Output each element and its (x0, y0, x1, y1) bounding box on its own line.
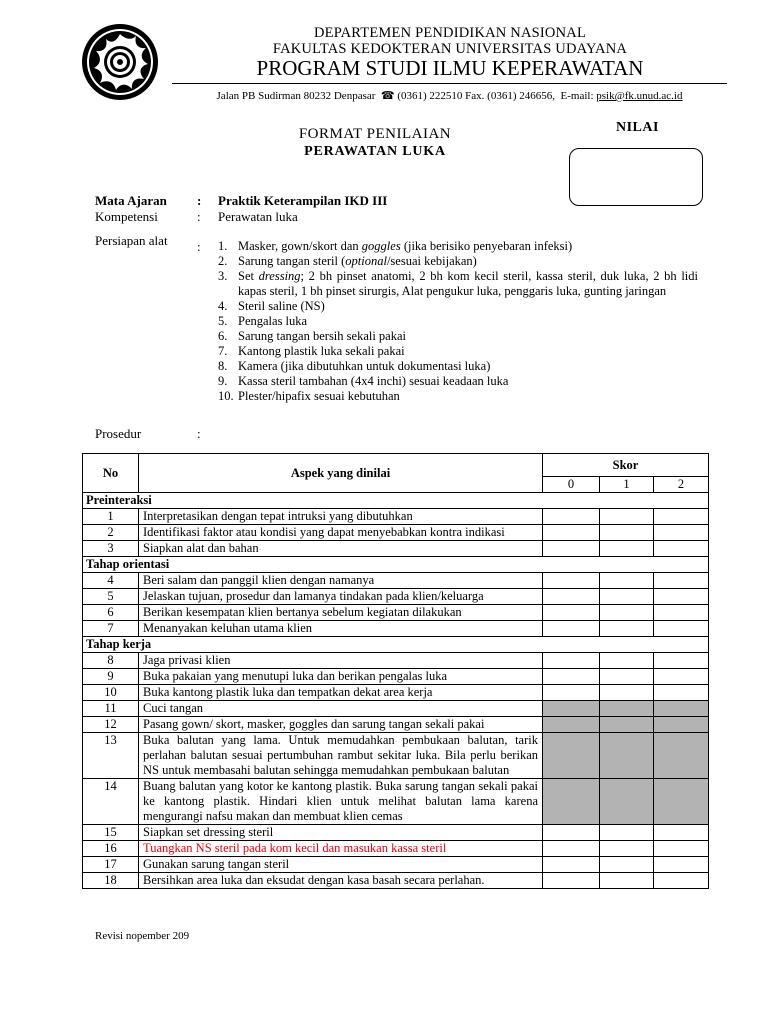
tool-number: 1. (218, 239, 228, 253)
score-cell-1[interactable] (600, 669, 654, 685)
row-number: 2 (83, 525, 139, 541)
tool-item (218, 314, 698, 329)
aspect-text: Beri salam dan panggil klien dengan namanya (139, 573, 543, 589)
nilai-label: NILAI (616, 120, 659, 135)
email-link[interactable]: psik@fk.unud.ac.id (596, 90, 683, 102)
col-skor-header: Skor (543, 454, 709, 477)
row-number: 12 (83, 717, 139, 733)
table-row (83, 825, 709, 841)
table-row (83, 873, 709, 889)
header-divider (172, 83, 727, 84)
score-cell-1[interactable] (600, 685, 654, 701)
tool-text: Pengalas luka (238, 314, 308, 328)
section-row (83, 637, 709, 653)
score-cell-2[interactable] (654, 509, 709, 525)
col-no-header: No (83, 454, 139, 493)
tool-item (218, 299, 698, 314)
aspect-text: Buang balutan yang kotor ke kantong plastik. Buka sarung tangan sekali pakai ke kantong plastik. Hindari klien untuk melihat balutan lama karena mengurangi nafsu makan dan membuat klien cemas (139, 779, 543, 825)
tool-text-italic: optional (345, 254, 387, 268)
score-cell-1[interactable] (600, 857, 654, 873)
score-cell-1[interactable] (600, 841, 654, 857)
score-cell-1[interactable] (600, 701, 654, 717)
aspect-text: Jelaskan tujuan, prosedur dan lamanya tindakan pada klien/keluarga (139, 589, 543, 605)
table-row (83, 541, 709, 557)
aspect-text: Tuangkan NS steril pada kom kecil dan masukan kassa steril (139, 841, 543, 857)
score-cell-0[interactable] (543, 857, 600, 873)
tool-text: Steril saline (NS) (238, 299, 325, 313)
score-cell-0[interactable] (543, 669, 600, 685)
row-number: 18 (83, 873, 139, 889)
row-number: 6 (83, 605, 139, 621)
phone-text: (0361) 222510 Fax. (0361) 246656, (397, 90, 556, 102)
assessment-table (82, 453, 709, 889)
score-cell-1[interactable] (600, 873, 654, 889)
tool-item (218, 374, 698, 389)
table-row (83, 857, 709, 873)
row-number: 4 (83, 573, 139, 589)
table-row (83, 685, 709, 701)
score-cell-2[interactable] (654, 669, 709, 685)
address-text: Jalan PB Sudirman 80232 Denpasar (216, 90, 376, 102)
section-row (83, 493, 709, 509)
kompetensi-value: Perawatan luka (218, 209, 298, 224)
tool-item (218, 359, 698, 374)
score-cell-0[interactable] (543, 605, 600, 621)
tool-number: 6. (218, 329, 228, 343)
tool-list (218, 239, 698, 404)
col-aspek-header: Aspek yang dinilai (139, 454, 543, 493)
aspect-text: Buka kantong plastik luka dan tempatkan dekat area kerja (139, 685, 543, 701)
score-cell-1[interactable] (600, 733, 654, 779)
section-title: Tahap kerja (83, 637, 709, 653)
score-cell-2[interactable] (654, 779, 709, 825)
tool-text: Sarung tangan bersih sekali pakai (238, 329, 407, 343)
row-number: 14 (83, 779, 139, 825)
tool-text: /sesuai kebijakan) (386, 254, 477, 268)
colon: : (197, 209, 201, 224)
row-number: 13 (83, 733, 139, 779)
university-seal-icon (80, 22, 160, 102)
tool-text: Kamera (jika dibutuhkan untuk dokumentasi luka) (238, 359, 491, 373)
tool-number: 4. (218, 299, 228, 313)
score-cell-0[interactable] (543, 685, 600, 701)
aspect-text: Interpretasikan dengan tepat intruksi yang dibutuhkan (139, 509, 543, 525)
revision-note: Revisi nopember 209 (95, 930, 190, 942)
score-cell-0[interactable] (543, 509, 600, 525)
aspect-text: Buka balutan yang lama. Untuk memudahkan pembukaan balutan, tarik perlahan balutan sesuai pertumbuhan rambut sekitar luka. Bila perlu berikan NS untuk membasahi balutan sehingga memudahkan pembukaan balutan (139, 733, 543, 779)
email-label: E-mail: (560, 90, 594, 102)
aspect-text: Jaga privasi klien (139, 653, 543, 669)
score-cell-0[interactable] (543, 779, 600, 825)
aspect-text: Siapkan alat dan bahan (139, 541, 543, 557)
aspect-text: Cuci tangan (139, 701, 543, 717)
tool-number: 3. (218, 269, 228, 283)
tool-text: Sarung tangan steril ( (238, 254, 346, 268)
score-cell-1[interactable] (600, 509, 654, 525)
table-row (83, 509, 709, 525)
table-row (83, 573, 709, 589)
score-cell-0[interactable] (543, 733, 600, 779)
row-number: 5 (83, 589, 139, 605)
aspect-text: Identifikasi faktor atau kondisi yang dapat menyebabkan kontra indikasi (139, 525, 543, 541)
skor-0-header: 0 (543, 477, 600, 493)
score-cell-2[interactable] (654, 589, 709, 605)
colon: : (197, 426, 201, 441)
score-cell-0[interactable] (543, 717, 600, 733)
section-row (83, 557, 709, 573)
table-row (83, 589, 709, 605)
score-cell-0[interactable] (543, 621, 600, 637)
kompetensi-label: Kompetensi (95, 209, 158, 224)
tool-text: Masker, gown/skort dan (238, 239, 362, 253)
table-row (83, 621, 709, 637)
tool-item (218, 344, 698, 359)
score-cell-1[interactable] (600, 717, 654, 733)
colon: : (197, 193, 202, 208)
header-address-line (172, 89, 727, 102)
aspect-text: Bersihkan area luka dan eksudat dengan kasa basah secara perlahan. (139, 873, 543, 889)
skor-1-header: 1 (600, 477, 654, 493)
tool-number: 9. (218, 374, 228, 388)
persiapan-alat-label: Persiapan alat (95, 233, 168, 248)
score-cell-2[interactable] (654, 605, 709, 621)
score-cell-2[interactable] (654, 825, 709, 841)
score-cell-0[interactable] (543, 541, 600, 557)
score-cell-0[interactable] (543, 573, 600, 589)
score-cell-1[interactable] (600, 621, 654, 637)
score-cell-1[interactable] (600, 525, 654, 541)
tool-number: 7. (218, 344, 228, 358)
row-number: 10 (83, 685, 139, 701)
table-row (83, 717, 709, 733)
aspect-text: Buka pakaian yang menutupi luka dan berikan pengalas luka (139, 669, 543, 685)
tool-item (218, 269, 698, 299)
nilai-score-box[interactable] (569, 148, 703, 206)
score-cell-2[interactable] (654, 541, 709, 557)
tool-item (218, 389, 698, 404)
score-cell-0[interactable] (543, 589, 600, 605)
tool-text-italic: goggles (361, 239, 401, 253)
tool-item (218, 239, 698, 254)
colon: : (197, 239, 201, 254)
header-department: DEPARTEMEN PENDIDIKAN NASIONAL (313, 25, 587, 41)
score-cell-2[interactable] (654, 685, 709, 701)
table-row (83, 701, 709, 717)
mata-ajaran-value: Praktik Keterampilan IKD III (218, 193, 388, 208)
aspect-text: Berikan kesempatan klien bertanya sebelum kegiatan dilakukan (139, 605, 543, 621)
score-cell-2[interactable] (654, 733, 709, 779)
row-number: 7 (83, 621, 139, 637)
aspect-text: Menanyakan keluhan utama klien (139, 621, 543, 637)
score-cell-0[interactable] (543, 873, 600, 889)
tool-number: 10. (218, 389, 234, 403)
table-row (83, 525, 709, 541)
table-row (83, 733, 709, 779)
table-row (83, 841, 709, 857)
section-title: Preinteraksi (83, 493, 709, 509)
tool-text: Kantong plastik luka sekali pakai (238, 344, 405, 358)
row-number: 1 (83, 509, 139, 525)
prosedur-label: Prosedur (95, 426, 142, 441)
score-cell-1[interactable] (600, 541, 654, 557)
score-cell-0[interactable] (543, 701, 600, 717)
row-number: 17 (83, 857, 139, 873)
score-cell-2[interactable] (654, 621, 709, 637)
aspect-text: Siapkan set dressing steril (139, 825, 543, 841)
skor-2-header: 2 (654, 477, 709, 493)
row-number: 11 (83, 701, 139, 717)
score-cell-2[interactable] (654, 873, 709, 889)
table-row (83, 605, 709, 621)
tool-text: Set (238, 269, 259, 283)
section-title: Tahap orientasi (83, 557, 709, 573)
score-cell-1[interactable] (600, 653, 654, 669)
tool-text: (jika berisiko penyebaran infeksi) (400, 239, 573, 253)
score-cell-1[interactable] (600, 573, 654, 589)
header-faculty: FAKULTAS KEDOKTERAN UNIVERSITAS UDAYANA (272, 41, 628, 57)
aspect-text: Gunakan sarung tangan steril (139, 857, 543, 873)
tool-number: 2. (218, 254, 228, 268)
score-cell-0[interactable] (543, 525, 600, 541)
form-subtitle: PERAWATAN LUKA (304, 144, 446, 159)
score-cell-0[interactable] (543, 825, 600, 841)
table-row (83, 669, 709, 685)
score-cell-2[interactable] (654, 717, 709, 733)
tool-number: 8. (218, 359, 228, 373)
tool-text: ; 2 bh pinset anatomi, 2 bh kom kecil steril, kassa steril, duk luka, 2 bh lidi kapas steril, 1 bh pinset sirurgis, Alat pengukur luka, penggaris luka, gunting jaringan (238, 269, 698, 298)
score-cell-2[interactable] (654, 841, 709, 857)
row-number: 9 (83, 669, 139, 685)
tool-item (218, 254, 698, 269)
mata-ajaran-label: Mata Ajaran (95, 193, 167, 208)
aspect-text: Pasang gown/ skort, masker, goggles dan sarung tangan sekali pakai (139, 717, 543, 733)
score-cell-0[interactable] (543, 653, 600, 669)
row-number: 16 (83, 841, 139, 857)
score-cell-0[interactable] (543, 841, 600, 857)
score-cell-2[interactable] (654, 573, 709, 589)
table-row (83, 779, 709, 825)
score-cell-1[interactable] (600, 605, 654, 621)
score-cell-2[interactable] (654, 857, 709, 873)
tool-text-italic: dressing (258, 269, 301, 283)
score-cell-1[interactable] (600, 825, 654, 841)
row-number: 8 (83, 653, 139, 669)
table-row (83, 653, 709, 669)
tool-number: 5. (218, 314, 228, 328)
score-cell-2[interactable] (654, 653, 709, 669)
score-cell-2[interactable] (654, 525, 709, 541)
telephone-icon: ☎ (380, 90, 395, 102)
row-number: 15 (83, 825, 139, 841)
score-cell-2[interactable] (654, 701, 709, 717)
row-number: 3 (83, 541, 139, 557)
form-title: FORMAT PENILAIAN (298, 126, 452, 142)
score-cell-1[interactable] (600, 589, 654, 605)
tool-text: Kassa steril tambahan (4x4 inchi) sesuai keadaan luka (238, 374, 509, 388)
tool-text: Plester/hipafix sesuai kebutuhan (238, 389, 400, 403)
header-program: PROGRAM STUDI ILMU KEPERAWATAN (256, 56, 644, 80)
score-cell-1[interactable] (600, 779, 654, 825)
tool-item (218, 329, 698, 344)
